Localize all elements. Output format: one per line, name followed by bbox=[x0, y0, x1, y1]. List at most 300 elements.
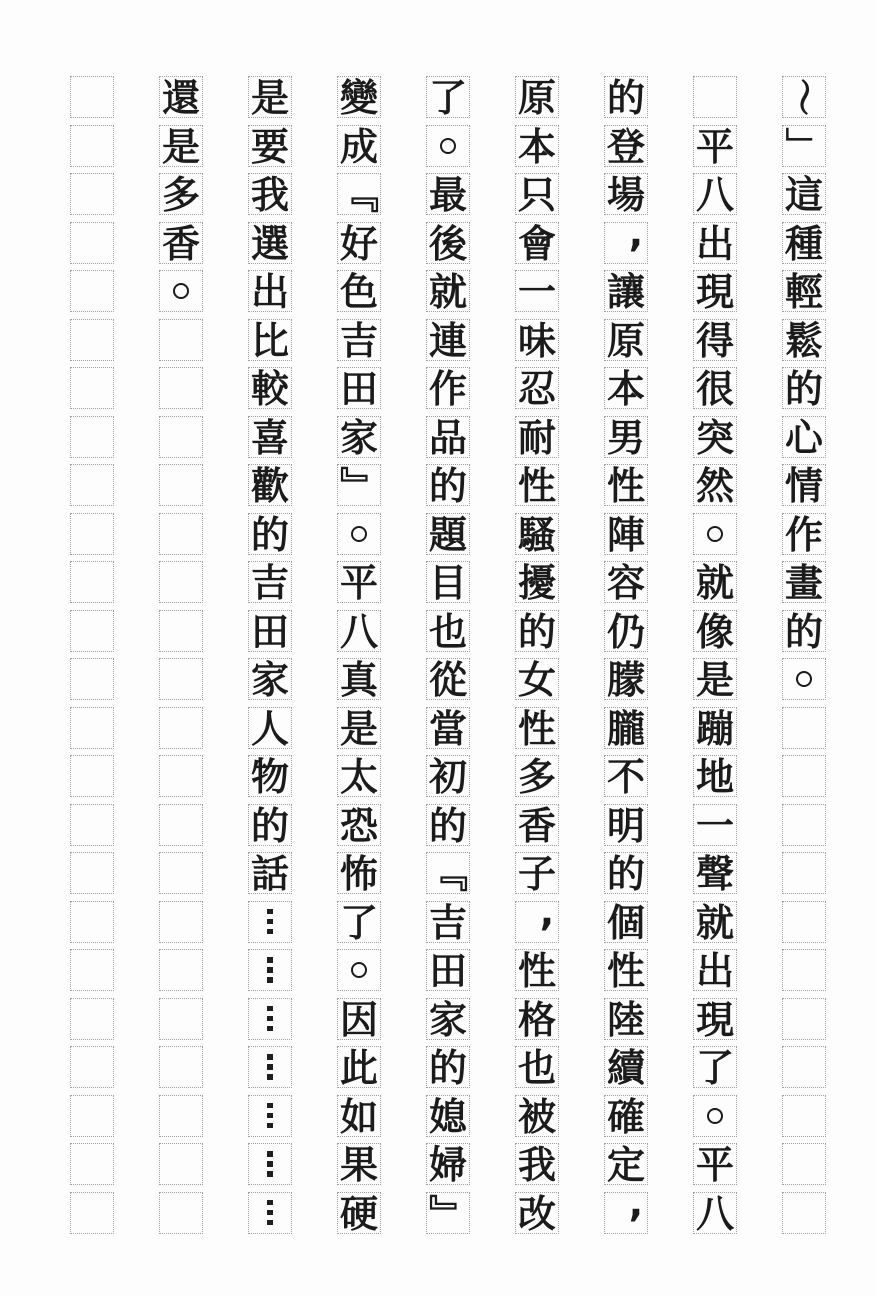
char-cell bbox=[337, 901, 381, 943]
ellipsis-dot bbox=[267, 977, 273, 983]
char-cell bbox=[693, 804, 737, 846]
char-glyph: 我 bbox=[517, 1143, 556, 1187]
char-cell bbox=[426, 852, 470, 894]
text-column-4 bbox=[515, 76, 559, 1240]
char-cell bbox=[337, 76, 381, 118]
char-cell bbox=[604, 319, 648, 361]
char-glyph: 味 bbox=[517, 318, 556, 363]
char-glyph: 本 bbox=[606, 367, 645, 411]
ellipsis-dot bbox=[267, 1006, 273, 1012]
empty-cell bbox=[70, 804, 114, 846]
empty-cell bbox=[159, 610, 203, 652]
char-cell bbox=[693, 319, 737, 361]
char-cell bbox=[604, 949, 648, 991]
empty-cell bbox=[159, 804, 203, 846]
empty-cell bbox=[70, 464, 114, 506]
char-glyph: 就 bbox=[428, 270, 467, 314]
char-glyph: 了 bbox=[428, 76, 467, 120]
char-cell bbox=[337, 270, 381, 312]
char-glyph: 選 bbox=[250, 221, 289, 266]
char-glyph: 陸 bbox=[606, 997, 645, 1042]
char-cell bbox=[337, 804, 381, 846]
ellipsis-cell bbox=[248, 1046, 292, 1088]
char-glyph: 太 bbox=[339, 755, 378, 799]
char-cell bbox=[604, 901, 648, 943]
char-glyph: 鬆 bbox=[784, 318, 823, 363]
char-glyph: 就 bbox=[695, 561, 734, 605]
empty-cell bbox=[782, 707, 826, 749]
char-cell bbox=[604, 210, 648, 264]
char-cell bbox=[426, 658, 470, 700]
char-glyph: 地 bbox=[695, 755, 734, 799]
empty-cell bbox=[70, 1192, 114, 1234]
char-glyph: 平 bbox=[695, 124, 734, 169]
char-cell bbox=[248, 561, 292, 603]
char-glyph: 香 bbox=[517, 803, 556, 848]
ellipsis-dot bbox=[267, 1026, 273, 1032]
ellipsis-dot bbox=[267, 1103, 273, 1109]
empty-cell bbox=[782, 1143, 826, 1185]
char-cell bbox=[693, 658, 737, 700]
char-glyph: 性 bbox=[517, 464, 556, 508]
char-cell bbox=[248, 464, 292, 506]
char-glyph: 輕 bbox=[784, 270, 823, 314]
char-glyph: 讓 bbox=[606, 270, 645, 314]
empty-cell bbox=[159, 513, 203, 555]
char-glyph: 登 bbox=[606, 124, 645, 169]
char-cell bbox=[693, 707, 737, 749]
char-cell bbox=[693, 1095, 737, 1137]
char-glyph: 出 bbox=[695, 221, 734, 266]
char-glyph: 了 bbox=[695, 1046, 734, 1090]
char-cell bbox=[604, 1143, 648, 1185]
char-cell bbox=[782, 270, 826, 312]
char-cell bbox=[426, 76, 470, 118]
empty-cell bbox=[159, 707, 203, 749]
char-glyph: 恐 bbox=[339, 803, 378, 848]
char-cell bbox=[248, 610, 292, 652]
char-glyph: 比 bbox=[250, 318, 289, 363]
char-glyph: 』 bbox=[336, 465, 380, 504]
char-glyph: 個 bbox=[606, 900, 645, 945]
char-glyph: 心 bbox=[784, 415, 823, 460]
char-cell bbox=[426, 949, 470, 991]
char-glyph: 的 bbox=[428, 1046, 467, 1090]
empty-cell bbox=[159, 998, 203, 1040]
char-cell bbox=[515, 804, 559, 846]
char-cell bbox=[337, 173, 381, 215]
char-glyph: 多 bbox=[161, 173, 200, 217]
char-cell bbox=[782, 125, 826, 167]
char-cell bbox=[337, 852, 381, 894]
char-cell bbox=[426, 610, 470, 652]
char-cell bbox=[782, 173, 826, 215]
char-cell bbox=[337, 416, 381, 458]
char-glyph: 朦 bbox=[606, 658, 645, 702]
char-glyph: 本 bbox=[517, 124, 556, 169]
ellipsis-dot bbox=[267, 1123, 273, 1129]
ellipsis-dot bbox=[267, 1113, 273, 1119]
char-glyph: 被 bbox=[517, 1094, 556, 1139]
char-cell bbox=[515, 125, 559, 167]
char-cell bbox=[515, 513, 559, 555]
empty-cell bbox=[159, 852, 203, 894]
char-cell bbox=[248, 319, 292, 361]
text-column-2 bbox=[693, 76, 737, 1240]
char-glyph: 好 bbox=[339, 221, 378, 266]
full-stop-circle bbox=[351, 962, 367, 978]
char-cell bbox=[604, 464, 648, 506]
char-glyph: 的 bbox=[250, 512, 289, 557]
char-glyph: 真 bbox=[339, 658, 378, 702]
char-cell bbox=[337, 949, 381, 991]
char-glyph: 田 bbox=[250, 609, 289, 654]
char-cell bbox=[515, 755, 559, 797]
char-cell bbox=[337, 658, 381, 700]
char-cell bbox=[782, 610, 826, 652]
empty-cell bbox=[70, 755, 114, 797]
char-cell bbox=[782, 513, 826, 555]
char-cell bbox=[159, 222, 203, 264]
char-glyph: 男 bbox=[606, 415, 645, 460]
empty-cell bbox=[159, 1192, 203, 1234]
char-cell bbox=[426, 1095, 470, 1137]
char-cell bbox=[426, 755, 470, 797]
char-glyph: 是 bbox=[161, 124, 200, 169]
empty-cell bbox=[70, 561, 114, 603]
char-glyph: 的 bbox=[428, 464, 467, 508]
char-glyph: 話 bbox=[250, 852, 289, 896]
empty-cell bbox=[159, 464, 203, 506]
char-glyph: 性 bbox=[606, 464, 645, 508]
text-column-6 bbox=[337, 76, 381, 1240]
char-cell bbox=[337, 707, 381, 749]
char-glyph: 會 bbox=[517, 221, 556, 266]
char-cell bbox=[515, 173, 559, 215]
text-column-8 bbox=[159, 76, 203, 1240]
ellipsis-dot bbox=[267, 1016, 273, 1022]
empty-cell bbox=[70, 125, 114, 167]
char-glyph: 要 bbox=[250, 124, 289, 169]
char-glyph: 忍 bbox=[517, 367, 556, 411]
char-glyph: 變 bbox=[339, 76, 378, 120]
char-cell bbox=[248, 852, 292, 894]
char-glyph: 續 bbox=[606, 1046, 645, 1090]
char-cell bbox=[337, 1192, 381, 1234]
full-stop-circle bbox=[707, 526, 723, 542]
char-glyph: 一 bbox=[517, 270, 556, 314]
char-glyph: 出 bbox=[695, 949, 734, 993]
char-glyph: 八 bbox=[695, 173, 734, 217]
char-cell bbox=[515, 367, 559, 409]
empty-cell bbox=[70, 416, 114, 458]
char-cell bbox=[337, 222, 381, 264]
char-cell bbox=[693, 464, 737, 506]
char-cell bbox=[515, 852, 559, 894]
char-glyph: 喜 bbox=[250, 415, 289, 460]
empty-cell bbox=[70, 270, 114, 312]
full-stop-circle bbox=[440, 138, 456, 154]
char-glyph: 很 bbox=[695, 367, 734, 411]
char-glyph: 種 bbox=[784, 221, 823, 266]
char-cell bbox=[782, 319, 826, 361]
char-cell bbox=[693, 1143, 737, 1185]
char-glyph: 性 bbox=[517, 706, 556, 751]
char-cell bbox=[693, 222, 737, 264]
text-column-7 bbox=[248, 76, 292, 1240]
char-cell bbox=[337, 367, 381, 409]
char-glyph: 作 bbox=[784, 512, 823, 557]
char-cell bbox=[337, 513, 381, 555]
character-grid bbox=[70, 76, 826, 1240]
char-cell bbox=[248, 707, 292, 749]
ellipsis-dot bbox=[267, 1171, 273, 1177]
char-cell bbox=[426, 513, 470, 555]
char-glyph: 原 bbox=[517, 76, 556, 120]
char-glyph: 我 bbox=[250, 173, 289, 217]
char-glyph: 人 bbox=[250, 706, 289, 751]
char-glyph: 性 bbox=[606, 949, 645, 993]
char-cell bbox=[426, 901, 470, 943]
char-cell bbox=[248, 367, 292, 409]
char-cell bbox=[515, 610, 559, 652]
empty-cell bbox=[159, 1143, 203, 1185]
empty-cell bbox=[159, 1095, 203, 1137]
empty-cell bbox=[70, 76, 114, 118]
empty-cell bbox=[70, 222, 114, 264]
char-cell bbox=[604, 755, 648, 797]
char-cell bbox=[604, 367, 648, 409]
char-glyph: 蹦 bbox=[695, 706, 734, 751]
char-glyph: , bbox=[539, 889, 555, 934]
char-glyph: 擾 bbox=[517, 561, 556, 605]
char-cell bbox=[159, 125, 203, 167]
char-cell bbox=[515, 1192, 559, 1234]
char-glyph: 初 bbox=[428, 755, 467, 799]
empty-cell bbox=[70, 513, 114, 555]
ellipsis-cell bbox=[248, 1095, 292, 1137]
ellipsis-dot bbox=[267, 1054, 273, 1060]
char-cell bbox=[426, 416, 470, 458]
char-glyph: 是 bbox=[250, 76, 289, 120]
char-cell bbox=[337, 319, 381, 361]
char-glyph: 色 bbox=[339, 270, 378, 314]
ellipsis-dot bbox=[267, 1210, 273, 1216]
empty-cell bbox=[782, 1192, 826, 1234]
char-glyph: 格 bbox=[517, 997, 556, 1042]
char-cell bbox=[693, 1192, 737, 1234]
ellipsis-dot bbox=[267, 1064, 273, 1070]
empty-cell bbox=[70, 173, 114, 215]
empty-cell bbox=[70, 610, 114, 652]
empty-cell bbox=[70, 852, 114, 894]
char-glyph: 〜 bbox=[781, 77, 825, 116]
char-glyph: 現 bbox=[695, 997, 734, 1042]
char-cell bbox=[426, 707, 470, 749]
char-cell bbox=[248, 513, 292, 555]
char-cell bbox=[693, 173, 737, 215]
ellipsis-cell bbox=[248, 1192, 292, 1234]
char-cell bbox=[693, 1046, 737, 1088]
char-glyph: , bbox=[628, 210, 644, 255]
full-stop-circle bbox=[351, 526, 367, 542]
char-glyph: 容 bbox=[606, 561, 645, 605]
char-cell bbox=[515, 998, 559, 1040]
char-glyph: 陣 bbox=[606, 512, 645, 557]
char-glyph: 家 bbox=[250, 658, 289, 702]
char-glyph: 平 bbox=[339, 561, 378, 605]
char-cell bbox=[248, 76, 292, 118]
char-cell bbox=[426, 1192, 470, 1234]
char-glyph: 性 bbox=[517, 949, 556, 993]
char-glyph: 『 bbox=[425, 853, 469, 892]
char-glyph: 子 bbox=[517, 852, 556, 896]
char-glyph: 原 bbox=[606, 318, 645, 363]
char-cell bbox=[693, 561, 737, 603]
char-cell bbox=[515, 1046, 559, 1088]
char-cell bbox=[604, 1046, 648, 1088]
full-stop-circle bbox=[173, 283, 189, 299]
char-glyph: 果 bbox=[339, 1143, 378, 1187]
char-cell bbox=[604, 998, 648, 1040]
empty-cell bbox=[70, 367, 114, 409]
char-glyph: 硬 bbox=[339, 1191, 378, 1236]
char-cell bbox=[515, 561, 559, 603]
char-glyph: 的 bbox=[606, 852, 645, 896]
char-cell bbox=[693, 513, 737, 555]
char-cell bbox=[693, 270, 737, 312]
char-cell bbox=[604, 1095, 648, 1137]
char-cell bbox=[426, 125, 470, 167]
ellipsis-cell bbox=[248, 998, 292, 1040]
char-glyph: 的 bbox=[428, 803, 467, 848]
char-cell bbox=[693, 416, 737, 458]
empty-cell bbox=[782, 901, 826, 943]
ellipsis-cell bbox=[248, 1143, 292, 1185]
char-cell bbox=[693, 949, 737, 991]
char-cell bbox=[426, 1046, 470, 1088]
char-cell bbox=[248, 755, 292, 797]
char-glyph: 的 bbox=[784, 609, 823, 654]
char-glyph: 只 bbox=[517, 173, 556, 217]
empty-cell bbox=[159, 658, 203, 700]
char-glyph: 」 bbox=[781, 126, 825, 165]
char-cell bbox=[426, 464, 470, 506]
char-glyph: 連 bbox=[428, 318, 467, 363]
char-cell bbox=[693, 852, 737, 894]
char-glyph: 最 bbox=[428, 173, 467, 217]
char-cell bbox=[604, 270, 648, 312]
char-glyph: 突 bbox=[695, 415, 734, 460]
char-cell bbox=[337, 1095, 381, 1137]
char-cell bbox=[782, 76, 826, 118]
char-glyph: 也 bbox=[517, 1046, 556, 1090]
char-glyph: 還 bbox=[161, 76, 200, 120]
empty-cell bbox=[693, 76, 737, 118]
char-glyph: 平 bbox=[695, 1143, 734, 1187]
char-glyph: 吉 bbox=[428, 900, 467, 945]
char-cell bbox=[426, 367, 470, 409]
char-cell bbox=[782, 222, 826, 264]
empty-cell bbox=[70, 707, 114, 749]
char-glyph: 聲 bbox=[695, 852, 734, 896]
char-glyph: 現 bbox=[695, 270, 734, 314]
char-glyph: 吉 bbox=[250, 561, 289, 605]
char-cell bbox=[782, 658, 826, 700]
char-glyph: 『 bbox=[336, 174, 380, 213]
ellipsis-dot bbox=[267, 929, 273, 935]
char-cell bbox=[604, 416, 648, 458]
ellipsis-dot bbox=[267, 957, 273, 963]
empty-cell bbox=[159, 416, 203, 458]
char-glyph: 的 bbox=[517, 609, 556, 654]
char-cell bbox=[426, 561, 470, 603]
char-glyph: 然 bbox=[695, 464, 734, 508]
char-glyph: 家 bbox=[339, 415, 378, 460]
char-glyph: 物 bbox=[250, 755, 289, 799]
char-cell bbox=[248, 416, 292, 458]
char-cell bbox=[426, 319, 470, 361]
char-glyph: 八 bbox=[695, 1191, 734, 1236]
char-glyph: 場 bbox=[606, 173, 645, 217]
char-glyph: 定 bbox=[606, 1143, 645, 1187]
char-glyph: 了 bbox=[339, 900, 378, 945]
ellipsis-dot bbox=[267, 909, 273, 915]
char-glyph: , bbox=[628, 1180, 644, 1225]
char-cell bbox=[337, 1143, 381, 1185]
char-cell bbox=[337, 610, 381, 652]
text-column-9 bbox=[70, 76, 114, 1240]
char-cell bbox=[782, 367, 826, 409]
empty-cell bbox=[70, 949, 114, 991]
char-cell bbox=[426, 804, 470, 846]
char-cell bbox=[337, 561, 381, 603]
empty-cell bbox=[70, 1095, 114, 1137]
ellipsis-dot bbox=[267, 919, 273, 925]
char-cell bbox=[604, 76, 648, 118]
ellipsis-dot bbox=[267, 1200, 273, 1206]
char-glyph: 八 bbox=[339, 609, 378, 654]
char-cell bbox=[693, 998, 737, 1040]
empty-cell bbox=[70, 1143, 114, 1185]
char-cell bbox=[248, 658, 292, 700]
char-cell bbox=[693, 901, 737, 943]
char-cell bbox=[604, 610, 648, 652]
char-cell bbox=[604, 707, 648, 749]
char-glyph: 的 bbox=[250, 803, 289, 848]
char-glyph: 題 bbox=[428, 512, 467, 557]
char-cell bbox=[515, 707, 559, 749]
char-cell bbox=[337, 755, 381, 797]
char-cell bbox=[515, 1143, 559, 1185]
ellipsis-cell bbox=[248, 949, 292, 991]
char-cell bbox=[604, 513, 648, 555]
char-glyph: 品 bbox=[428, 415, 467, 460]
char-glyph: 較 bbox=[250, 367, 289, 411]
char-cell bbox=[693, 610, 737, 652]
char-glyph: 後 bbox=[428, 221, 467, 266]
char-cell bbox=[604, 173, 648, 215]
char-glyph: 田 bbox=[428, 949, 467, 993]
char-glyph: 成 bbox=[339, 124, 378, 169]
empty-cell bbox=[782, 1046, 826, 1088]
char-glyph: 像 bbox=[695, 609, 734, 654]
char-glyph: 也 bbox=[428, 609, 467, 654]
char-glyph: 田 bbox=[339, 367, 378, 411]
char-cell bbox=[337, 1046, 381, 1088]
char-glyph: 香 bbox=[161, 221, 200, 266]
char-cell bbox=[515, 270, 559, 312]
